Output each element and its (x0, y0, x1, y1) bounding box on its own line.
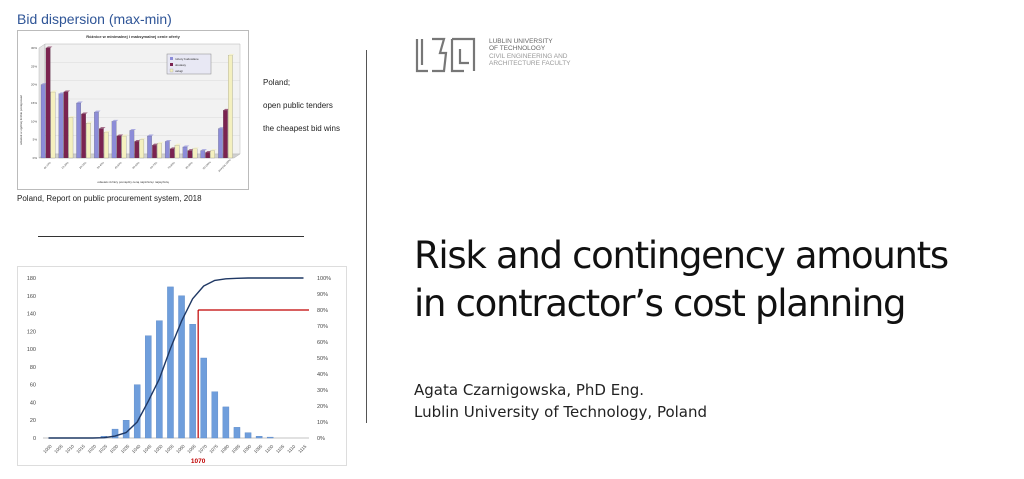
top-y-tick: 0% (32, 156, 37, 160)
top-bar (201, 151, 205, 158)
top-x-tick: do 10% (43, 161, 52, 170)
note-cheapest-bid: the cheapest bid wins (263, 124, 340, 133)
right-y-tick: 30% (317, 388, 329, 394)
author-name: Agata Czarnigowska, PhD Eng. (414, 381, 645, 399)
top-bar (135, 142, 139, 159)
top-bar (130, 131, 134, 159)
x-tick: 1070 (197, 443, 208, 455)
x-tick: 1060 (175, 443, 186, 455)
top-x-tick: 10-20% (61, 161, 70, 170)
top-bar (81, 114, 85, 158)
title-line-1: Risk and contingency amounts (414, 234, 948, 277)
top-bar (86, 123, 90, 158)
top-bar (193, 149, 197, 158)
x-tick: 1115 (297, 443, 308, 455)
left-y-tick: 120 (26, 329, 36, 336)
top-bar (94, 112, 98, 158)
right-y-tick: 100% (317, 276, 332, 282)
bid-dispersion-title: Bid dispersion (max-min) (17, 11, 172, 27)
x-tick: 1030 (108, 443, 120, 455)
top-bar (205, 153, 209, 159)
top-bar (165, 142, 169, 159)
legend-label-2: dostawy (175, 63, 187, 67)
top-bar (147, 136, 151, 158)
top-chart-xlabel: odsetek różnicy pomiędzy ceną najniższą i najwyższą (97, 180, 169, 184)
logo-line-4: ARCHITECTURE FACULTY (489, 60, 571, 67)
source-note: Poland, Report on public procurement system, 2018 (17, 194, 202, 203)
top-bar (41, 85, 45, 158)
histogram-bar (223, 407, 229, 438)
left-y-tick: 160 (26, 293, 36, 300)
left-y-tick: 140 (26, 311, 36, 318)
right-y-tick: 90% (317, 292, 329, 298)
top-bar (46, 48, 50, 158)
top-y-tick: 5% (32, 137, 37, 142)
x-tick: 1015 (75, 443, 87, 455)
x-tick: 1105 (275, 443, 286, 455)
right-y-tick: 20% (317, 404, 329, 410)
x-tick: 1095 (252, 443, 264, 455)
x-tick: 1055 (164, 443, 175, 455)
x-tick: 1080 (219, 443, 231, 455)
top-bar (140, 140, 144, 158)
right-y-tick: 50% (317, 356, 329, 362)
x-tick: 1040 (130, 443, 142, 455)
top-bar (112, 121, 116, 158)
top-y-tick: 30% (30, 46, 37, 50)
x-tick: 1085 (230, 443, 242, 455)
top-x-tick: 20-30% (78, 161, 88, 170)
x-tick: 1010 (64, 443, 75, 455)
top-x-tick: 60-70% (149, 161, 159, 170)
bid-dispersion-chart (17, 30, 249, 190)
note-open-tenders: open public tenders (263, 101, 333, 110)
left-y-tick: 60 (29, 382, 36, 389)
marker-label: 1070 (190, 458, 206, 465)
top-bar (51, 92, 55, 158)
top-bar (76, 103, 80, 158)
top-x-tick: 30-40% (96, 161, 105, 170)
top-bar (175, 145, 179, 158)
x-tick: 1090 (241, 443, 253, 455)
top-bar (152, 145, 156, 158)
legend-label-3: usługi (175, 69, 183, 73)
top-bar (188, 151, 192, 158)
left-y-tick: 100 (26, 347, 36, 354)
histogram-bar (212, 392, 218, 438)
top-y-tick: 10% (30, 119, 37, 124)
top-bar (170, 149, 174, 158)
top-bar (117, 136, 121, 158)
histogram-bar (145, 336, 151, 438)
top-bar (218, 129, 222, 158)
cost-distribution-chart (17, 266, 347, 466)
top-x-tick: 90-100% (202, 160, 212, 171)
note-poland: Poland; (263, 78, 291, 87)
legend-label-1: roboty budowlane (175, 57, 199, 61)
top-bar (99, 129, 103, 158)
top-bar (59, 94, 63, 158)
left-y-tick: 40 (29, 400, 36, 407)
left-y-tick: 80 (29, 364, 36, 371)
top-bar (210, 151, 214, 158)
logo-line-3: CIVIL ENGINEERING AND (489, 53, 568, 60)
histogram-bar (256, 436, 262, 438)
top-bar (223, 110, 227, 158)
top-chart-legend (167, 54, 211, 74)
x-tick: 1075 (208, 443, 220, 455)
x-tick: 1035 (119, 443, 131, 455)
x-tick: 1020 (86, 443, 98, 455)
x-tick: 1005 (53, 443, 64, 455)
logo-line-2: OF TECHNOLOGY (489, 45, 546, 52)
left-y-tick: 180 (26, 276, 36, 282)
top-x-tick: 70-80% (167, 161, 176, 170)
separator-line (38, 236, 304, 237)
top-bar (69, 118, 73, 158)
x-tick: 1025 (97, 443, 109, 455)
histogram-bar (167, 287, 173, 438)
presentation-title (414, 232, 948, 328)
x-tick: 1100 (263, 443, 275, 455)
left-y-tick: 20 (29, 418, 36, 425)
top-x-tick: 50-60% (131, 161, 141, 170)
top-bar (64, 92, 68, 158)
top-bar (104, 132, 108, 158)
title-line-2: in contractor’s cost planning (414, 282, 906, 325)
histogram-bar (201, 358, 207, 438)
right-y-tick: 40% (317, 372, 329, 378)
x-tick: 1000 (42, 443, 53, 455)
right-y-tick: 80% (317, 308, 329, 314)
histogram-bar (245, 433, 251, 438)
histogram-bar (123, 420, 129, 438)
top-bar (122, 136, 126, 158)
top-bar (228, 55, 232, 158)
x-tick: 1045 (141, 443, 153, 455)
top-x-tick: 40-50% (114, 161, 123, 170)
histogram-bar (234, 427, 240, 438)
top-y-tick: 25% (30, 64, 37, 69)
right-y-tick: 0% (317, 436, 325, 442)
top-chart-title: Różnice w minimalnej i maksymalnej cenie oferty (86, 34, 180, 39)
vertical-divider (366, 50, 367, 423)
top-x-tick: powyżej 100% (217, 158, 232, 173)
top-y-tick: 15% (30, 101, 37, 105)
top-bar (157, 143, 161, 158)
left-y-tick: 0 (32, 436, 36, 442)
author-affiliation: Lublin University of Technology, Poland (414, 403, 708, 421)
x-tick: 1110 (286, 443, 297, 455)
x-tick: 1065 (186, 443, 197, 455)
top-x-tick: 80-90% (185, 161, 194, 170)
histogram-bar (134, 385, 140, 438)
right-y-tick: 70% (317, 324, 329, 330)
lut-logo-mark-icon (414, 35, 484, 75)
logo-line-1: LUBLIN UNIVERSITY (489, 38, 553, 45)
top-chart-ylabel: odsetek w ogólnej liczbie postępowań (19, 94, 23, 146)
right-y-tick: 60% (317, 340, 329, 346)
university-logo (414, 35, 604, 75)
top-y-tick: 20% (30, 82, 37, 87)
x-tick: 1050 (153, 443, 164, 455)
top-bar (183, 147, 187, 158)
histogram-bar (190, 324, 196, 438)
histogram-bar (267, 437, 273, 438)
right-y-tick: 10% (317, 420, 329, 426)
